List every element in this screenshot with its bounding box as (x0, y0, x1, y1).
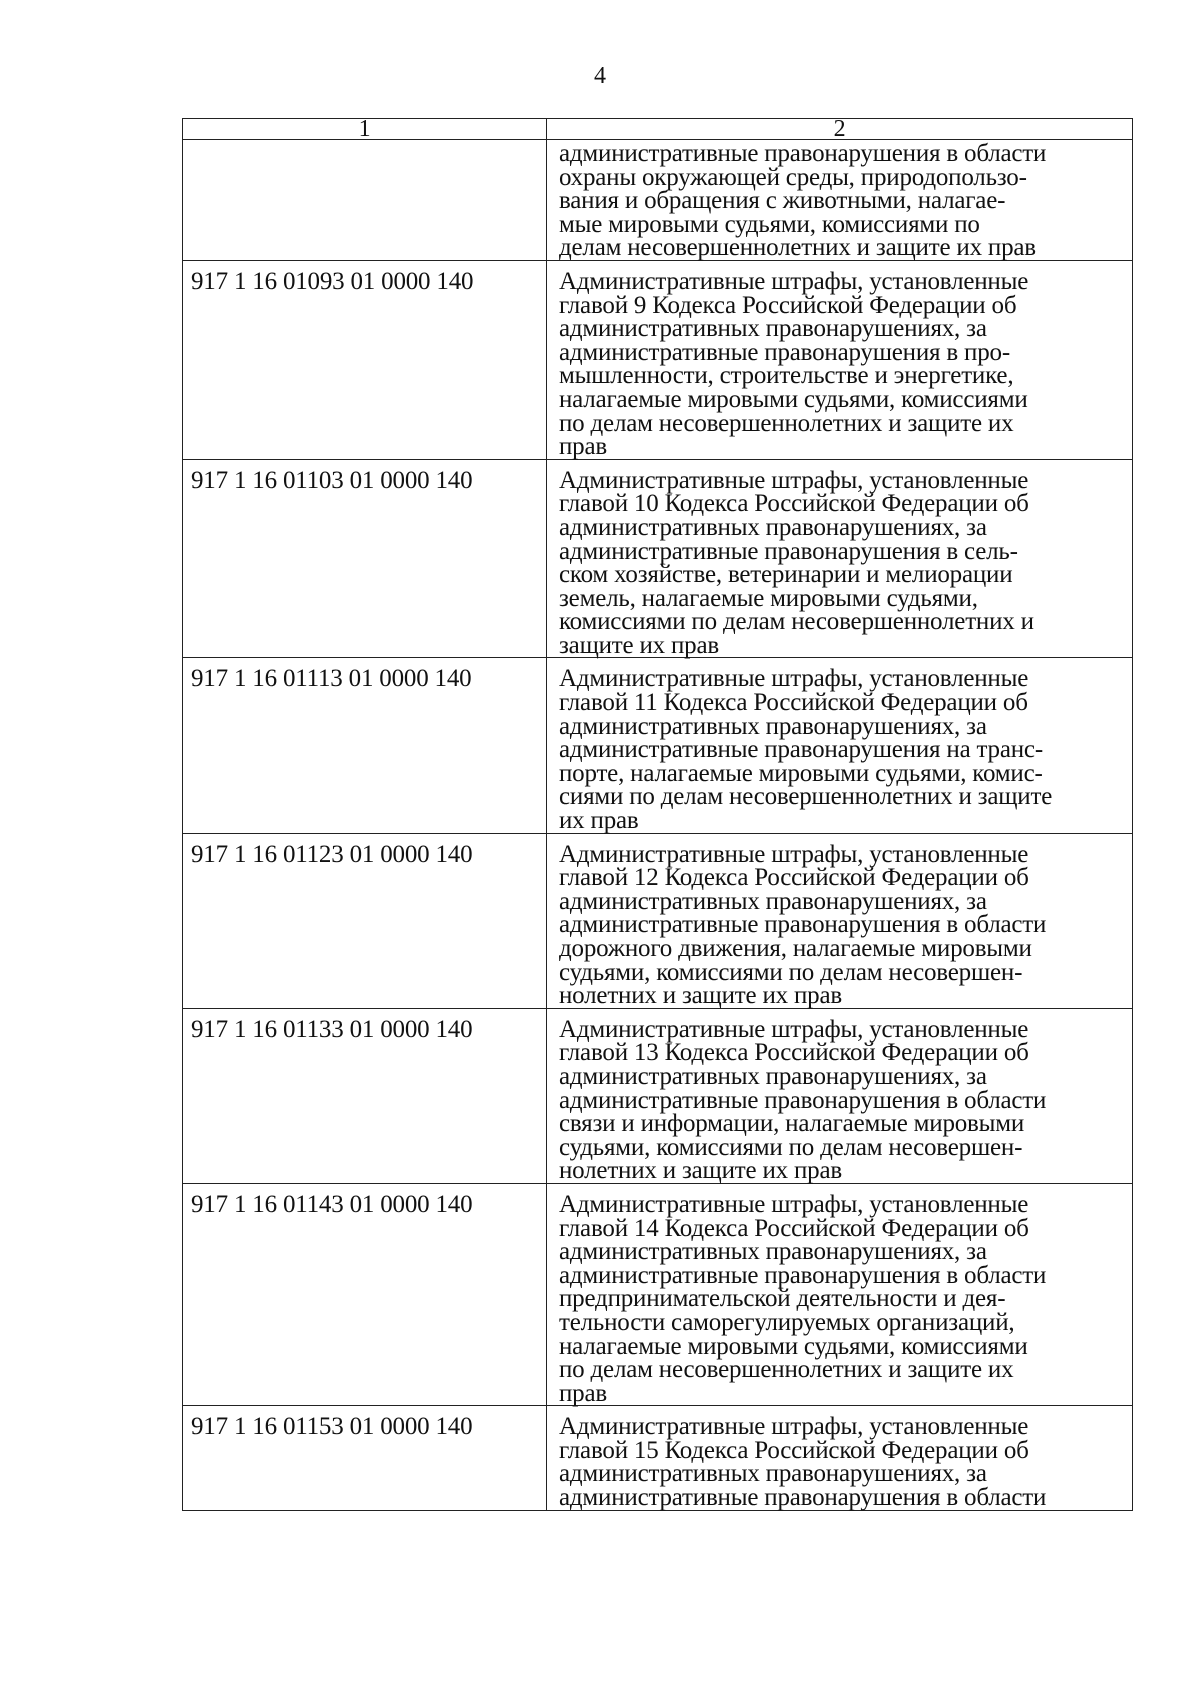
description-cell (547, 1183, 1133, 1405)
description-line: налагаемые мировыми судьями, комиссиями (559, 385, 1028, 413)
description-line: налагаемые мировыми судьями, комиссиями (559, 1332, 1028, 1360)
description-line: прав (559, 1379, 607, 1407)
budget-code-cell (183, 140, 547, 261)
description-line: тельности саморегулируемых организаций, (559, 1308, 1015, 1336)
description-line: судьями, комиссиями по делам несовершен- (559, 1133, 1023, 1161)
table-row (183, 1183, 1133, 1405)
description-line: главой 13 Кодекса Российской Федерации об (559, 1039, 1029, 1067)
description-line: административные правонарушения в про- (559, 338, 1010, 366)
description-line: Административные штрафы, установленные (559, 665, 1029, 693)
description-cell (547, 658, 1133, 833)
description-line: административных правонарушениях, за (559, 315, 987, 343)
table-row (183, 1406, 1133, 1510)
description-line: сиями по делам несовершеннолетних и защите (559, 783, 1053, 811)
budget-code-cell: 917 1 16 01153 01 0000 140 (183, 1406, 547, 1510)
budget-code-cell: 917 1 16 01103 01 0000 140 (183, 459, 547, 658)
description-line: порте, налагаемые мировыми судьями, комис- (559, 759, 1043, 787)
description-line: административные правонарушения в области (559, 911, 1047, 939)
description-line: административные правонарушения на транс- (559, 736, 1043, 764)
description-line: комиссиями по делам несовершеннолетних и (559, 608, 1034, 636)
description-line: делам несовершеннолетних и защите их прав (559, 234, 1036, 262)
description-line: административные правонарушения в области (559, 1484, 1047, 1512)
description-line: Административные штрафы, установленные (559, 1413, 1029, 1441)
description-line: нолетних и защите их прав (559, 982, 842, 1010)
description-line: прав (559, 433, 607, 461)
description-line: главой 11 Кодекса Российской Федерации об (559, 689, 1028, 717)
page-number: 4 (594, 63, 606, 89)
description-line: охраны окружающей среды, природопользо- (559, 163, 1027, 191)
description-line: административные правонарушения в сель- (559, 537, 1018, 565)
budget-code-table (182, 118, 1133, 1511)
description-cell (547, 1406, 1133, 1510)
description-line: административные правонарушения в области (559, 140, 1047, 167)
description-line: главой 10 Кодекса Российской Федерации об (559, 490, 1029, 518)
description-line: административные правонарушения в области (559, 1261, 1047, 1289)
description-line: земель, налагаемые мировыми судьями, (559, 584, 978, 612)
table-header-row (183, 119, 1133, 140)
description-line: административных правонарушениях, за (559, 712, 987, 740)
description-line: главой 12 Кодекса Российской Федерации об (559, 864, 1029, 892)
budget-code-cell: 917 1 16 01143 01 0000 140 (183, 1183, 547, 1405)
description-line: дорожного движения, налагаемые мировыми (559, 935, 1032, 962)
description-line: нолетних и защите их прав (559, 1157, 842, 1185)
description-cell (547, 459, 1133, 658)
description-cell (547, 833, 1133, 1008)
description-cell (547, 1008, 1133, 1183)
description-line: Административные штрафы, установленные (559, 1015, 1029, 1043)
description-line: мые мировыми судьями, комиссиями по (559, 210, 980, 238)
description-line: административные правонарушения в области (559, 1086, 1047, 1114)
description-line: Административные штрафы, установленные (559, 1190, 1029, 1218)
description-line: мышленности, строительстве и энергетике, (559, 362, 1014, 390)
description-line: судьями, комиссиями по делам несовершен- (559, 958, 1023, 986)
table-row (183, 260, 1133, 459)
description-line: защите их прав (559, 631, 719, 659)
description-line: их прав (559, 807, 639, 835)
table-row (183, 140, 1133, 261)
description-line: по делам несовершеннолетних и защите их (559, 409, 1014, 437)
column-header-1: 1 (183, 119, 547, 140)
description-line: ском хозяйстве, ветеринарии и мелиорации (559, 561, 1013, 589)
description-line: административных правонарушениях, за (559, 1062, 987, 1090)
description-line: связи и информации, налагаемые мировыми (559, 1110, 1025, 1138)
description-line: предпринимательской деятельности и дея- (559, 1285, 1006, 1313)
description-line: главой 9 Кодекса Российской Федерации об (559, 291, 1017, 319)
budget-code-cell: 917 1 16 01113 01 0000 140 (183, 658, 547, 833)
table-row (183, 833, 1133, 1008)
table-row (183, 459, 1133, 658)
description-line: по делам несовершеннолетних и защите их (559, 1356, 1014, 1384)
table-row (183, 658, 1133, 833)
description-line: административных правонарушениях, за (559, 1460, 987, 1488)
table-row (183, 1008, 1133, 1183)
budget-code-cell: 917 1 16 01093 01 0000 140 (183, 260, 547, 459)
description-line: Административные штрафы, установленные (559, 466, 1029, 494)
description-line: главой 15 Кодекса Российской Федерации об (559, 1436, 1029, 1464)
description-cell (547, 140, 1133, 261)
description-line: Административные штрафы, установленные (559, 267, 1029, 295)
description-cell (547, 260, 1133, 459)
description-line: административных правонарушениях, за (559, 513, 987, 541)
description-line: вания и обращения с животными, налагае- (559, 187, 1006, 215)
budget-code-cell: 917 1 16 01123 01 0000 140 (183, 833, 547, 1008)
description-line: главой 14 Кодекса Российской Федерации об (559, 1214, 1029, 1242)
description-line: административных правонарушениях, за (559, 1238, 987, 1266)
description-line: Административные штрафы, установленные (559, 840, 1029, 868)
column-header-2: 2 (547, 119, 1133, 140)
budget-code-cell: 917 1 16 01133 01 0000 140 (183, 1008, 547, 1183)
description-line: административных правонарушениях, за (559, 887, 987, 915)
